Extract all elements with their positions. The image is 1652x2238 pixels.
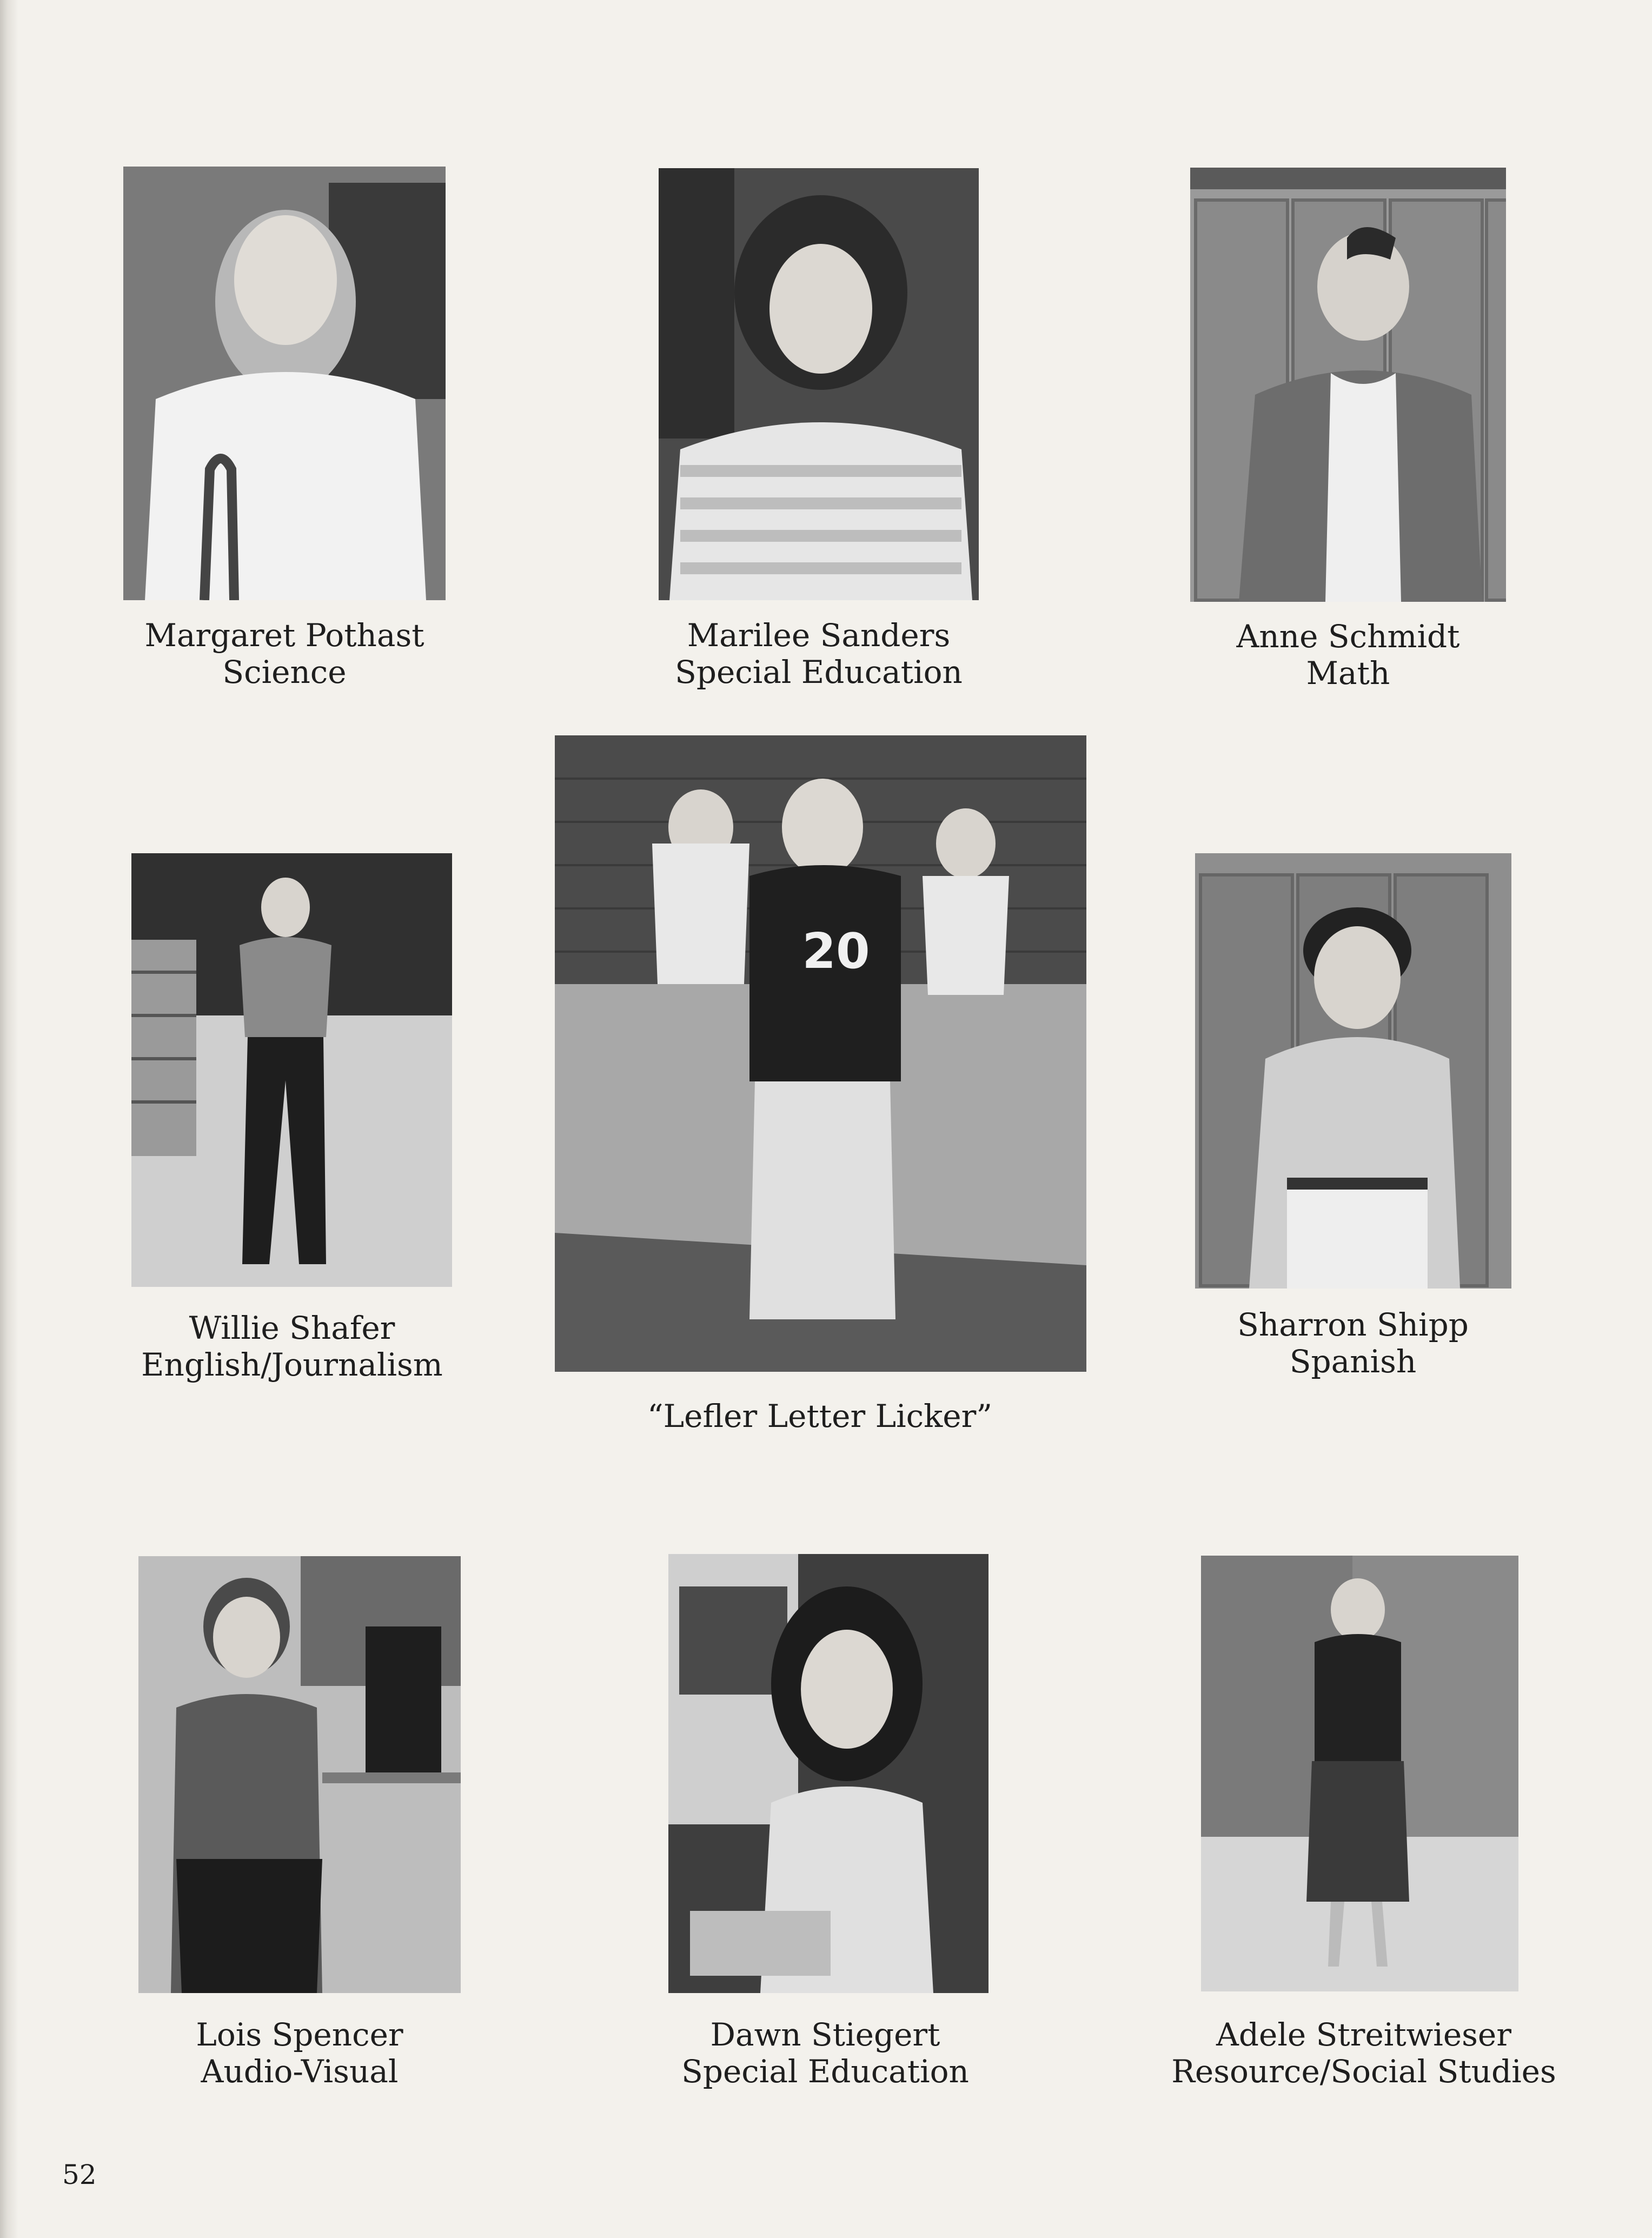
caption-subject: Resource/Social Studies <box>1171 2053 1556 2090</box>
caption-name: Anne Schmidt <box>1236 618 1460 655</box>
portrait-photo-stiegert <box>668 1554 988 1993</box>
portrait-photo-streitwieser <box>1201 1556 1518 1991</box>
caption-name: Sharron Shipp <box>1237 1306 1469 1343</box>
portrait-photo-shafer <box>131 853 452 1287</box>
caption-shipp <box>1191 1306 1515 1380</box>
caption-name: Marilee Sanders <box>687 617 951 654</box>
caption-name: Margaret Pothast <box>144 617 424 654</box>
caption-subject: Special Education <box>675 654 963 690</box>
jersey-number: 20 <box>802 923 870 980</box>
caption-name: Lois Spencer <box>196 2016 403 2053</box>
portrait-photo-schmidt <box>1190 168 1506 602</box>
caption-feature-text: “Lefler Letter Licker” <box>647 1398 992 1435</box>
caption-stiegert <box>663 2016 987 2090</box>
caption-subject: Special Education <box>681 2053 969 2090</box>
caption-shafer <box>130 1310 454 1383</box>
caption-subject: Math <box>1306 655 1390 692</box>
caption-name: Dawn Stiegert <box>710 2016 940 2053</box>
caption-subject: Spanish <box>1289 1343 1417 1380</box>
page-binding-edge <box>0 0 18 2238</box>
caption-name: Adele Streitwieser <box>1216 2016 1511 2053</box>
feature-photo-lefler <box>555 735 1086 1372</box>
portrait-photo-sanders <box>659 168 979 600</box>
caption-subject: Science <box>222 654 347 690</box>
portrait-photo-pothast <box>123 167 446 600</box>
caption-streitwieser <box>1142 2016 1585 2090</box>
page-number: 52 <box>62 2159 97 2190</box>
caption-pothast <box>122 617 447 690</box>
caption-feature <box>603 1398 1036 1435</box>
caption-sanders <box>656 617 981 690</box>
caption-name: Willie Shafer <box>189 1310 395 1346</box>
caption-spencer <box>137 2016 462 2090</box>
portrait-photo-spencer <box>138 1556 461 1993</box>
caption-schmidt <box>1186 618 1510 692</box>
caption-subject: Audio-Visual <box>201 2053 399 2090</box>
caption-subject: English/Journalism <box>141 1346 443 1383</box>
portrait-photo-shipp <box>1195 853 1511 1289</box>
